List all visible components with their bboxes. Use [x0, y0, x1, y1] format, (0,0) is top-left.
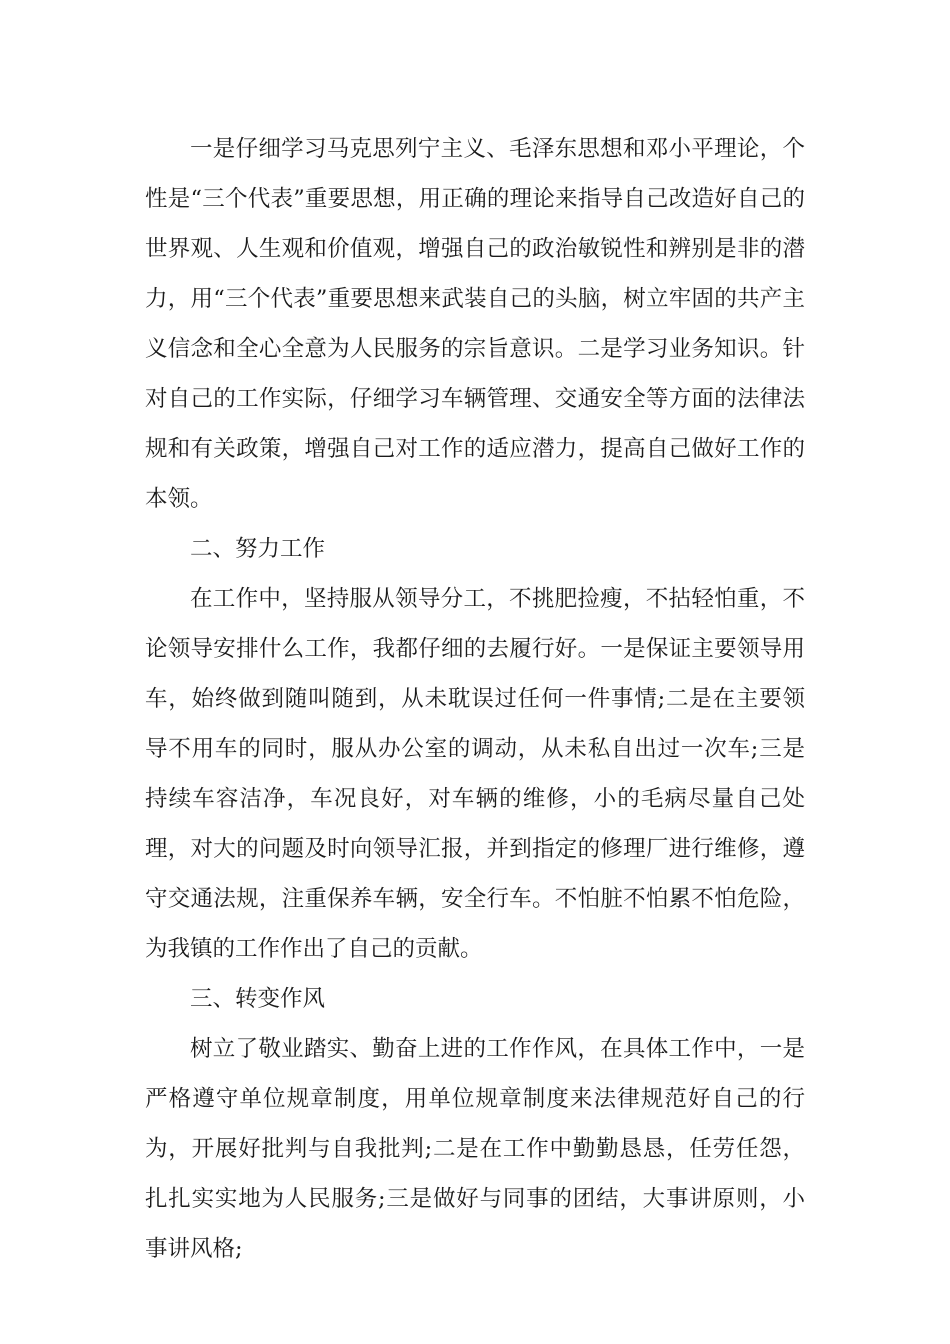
- paragraph-style: 树立了敬业踏实、勤奋上进的工作作风，在具体工作中，一是严格遵守单位规章制度，用单位规章制度来法律规范好自己的行为，开展好批判与自我批判;二是在工作中勤勤恳恳，任劳任怨，扎扎实实地为人民服务;三是做好与同事的团结，大事讲原则，小事讲风格;: [145, 1036, 805, 1262]
- paragraph-work: 在工作中，坚持服从领导分工，不挑肥捡瘦，不拈轻怕重，不论领导安排什么工作，我都仔细的去履行好。一是保证主要领导用车，始终做到随叫随到，从未耽误过任何一件事情;二是在主要领导不用车的同时，服从办公室的调动，从未私自出过一次车;三是持续车容洁净，车况良好，对车辆的维修，小的毛病尽量自己处理，对大的问题及时向领导汇报，并到指定的修理厂进行维修，遵守交通法规，注重保养车辆，安全行车。不怕脏不怕累不怕危险，为我镇的工作作出了自己的贡献。: [145, 586, 805, 962]
- document-body: [145, 124, 805, 1274]
- heading-work-hard: 二、努力工作: [190, 536, 326, 562]
- heading-change-style: 三、转变作风: [190, 986, 326, 1012]
- paragraph-study: 一是仔细学习马克思列宁主义、毛泽东思想和邓小平理论，个性是“三个代表”重要思想，用正确的理论来指导自己改造好自己的世界观、人生观和价值观，增强自己的政治敏锐性和辨别是非的潜力，用“三个代表”重要思想来武装自己的头脑，树立牢固的共产主义信念和全心全意为人民服务的宗旨意识。二是学习业务知识。针对自己的工作实际，仔细学习车辆管理、交通安全等方面的法律法规和有关政策，增强自己对工作的适应潜力，提高自己做好工作的本领。: [145, 136, 805, 512]
